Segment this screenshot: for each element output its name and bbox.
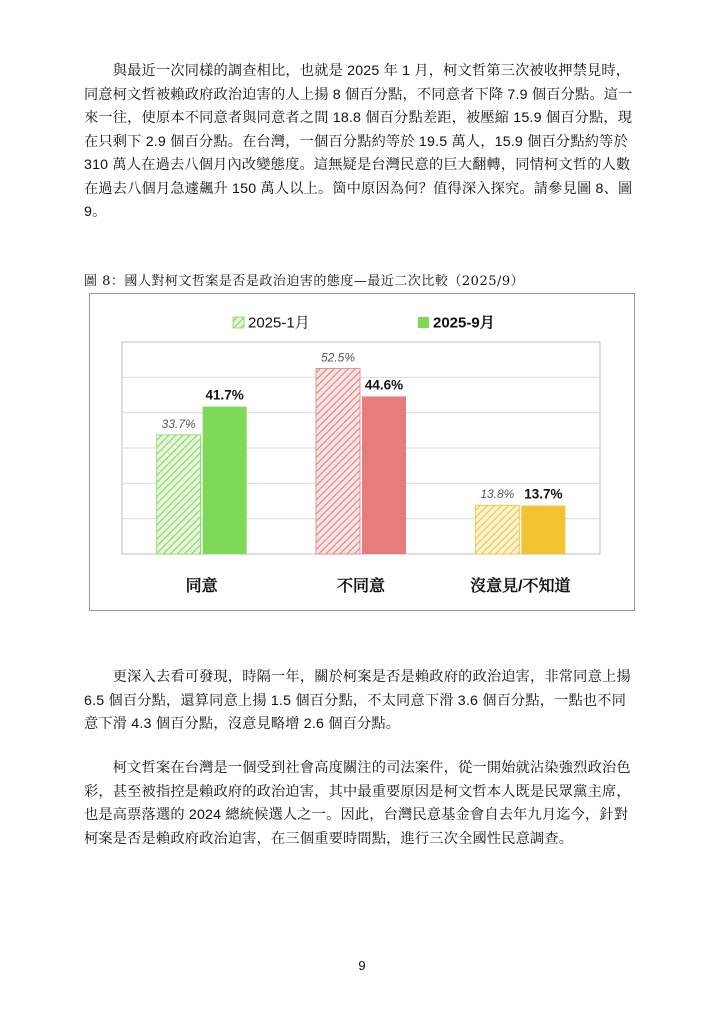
- paragraph-2: [84, 666, 640, 737]
- page-number: 9: [358, 958, 366, 973]
- paragraph-line: 在過去八個月急遽飆升 150 萬人以上。箇中原因為何？值得深入探究。請參見圖 8、圖: [84, 180, 633, 197]
- paragraph-1: [84, 60, 640, 225]
- data-label: 13.7%: [524, 486, 563, 502]
- paragraph-line: 310 萬人在過去八個月內改變態度。這無疑是台灣民意的巨大翻轉，同情柯文哲的人數: [84, 157, 631, 173]
- paragraph-line: 同意柯文哲被賴政府政治迫害的人上揚 8 個百分點，不同意者下降 7.9 個百分點。這一: [84, 86, 633, 103]
- paragraph-line: 更深入去看可發現，時隔一年，關於柯案是否是賴政府的政治迫害，非常同意上揚: [84, 669, 631, 685]
- bar-agree-sep: [203, 407, 247, 554]
- data-label: 52.5%: [320, 350, 356, 365]
- data-label: 13.8%: [480, 487, 515, 502]
- paragraph-line: 來一往，使原本不同意者與同意者之間 18.8 個百分點差距，被壓縮 15.9 個百分點，現: [84, 110, 633, 126]
- paragraph-line: 意下滑 4.3 個百分點，沒意見略增 2.6 個百分點。: [84, 716, 401, 732]
- paragraph-line: 柯文哲案在台灣是一個受到社會高度關注的司法案件，從一開始就沾染強烈政治色: [84, 760, 631, 776]
- bar-chart: [90, 294, 636, 612]
- legend-label: 2025-9月: [433, 314, 495, 332]
- bar-noopinion-sep: [521, 506, 565, 554]
- category-label: 沒意見/不知道: [470, 578, 571, 595]
- legend-label: 2025-1月: [248, 314, 310, 332]
- paragraph-line: 也是高票落選的 2024 總統候選人之一。因此，台灣民意基金會自去年九月迄今，針對: [84, 807, 629, 823]
- legend-swatch: [418, 317, 429, 328]
- paragraph-line: 9。: [84, 204, 107, 220]
- bar-disagree-jan: [316, 369, 360, 555]
- chart-frame: [89, 293, 635, 611]
- category-label: 同意: [185, 578, 218, 595]
- paragraph-line: 彩，甚至被指控是賴政府的政治迫害，其中最重要原因是柯文哲本人既是民眾黨主席，: [84, 783, 631, 800]
- paragraph-3: [84, 757, 640, 851]
- data-label: 44.6%: [364, 377, 404, 393]
- bar-agree-jan: [157, 435, 201, 554]
- figure-title: 圖 8：國人對柯文哲案是否是政治迫害的態度—最近二次比較（2025/9）: [84, 274, 525, 289]
- bar-disagree-sep: [362, 396, 406, 554]
- data-label: 33.7%: [161, 416, 196, 431]
- category-label: 不同意: [336, 578, 386, 595]
- paragraph-line: 6.5 個百分點，還算同意上揚 1.5 個百分點，不太同意下滑 3.6 個百分點，一點也不同: [84, 692, 627, 709]
- paragraph-line: 在只剩下 2.9 個百分點。在台灣，一個百分點約等於 19.5 萬人，15.9 個百分點約等於: [84, 133, 628, 150]
- paragraph-line: 與最近一次同樣的調查相比，也就是 2025 年 1 月，柯文哲第三次被收押禁見時，: [84, 63, 631, 79]
- paragraph-line: 柯案是否是賴政府政治迫害，在三個重要時間點，進行三次全國性民意調查。: [84, 830, 574, 847]
- legend-swatch: [233, 317, 244, 328]
- bar-noopinion-jan: [475, 505, 519, 554]
- data-label: 41.7%: [205, 387, 244, 403]
